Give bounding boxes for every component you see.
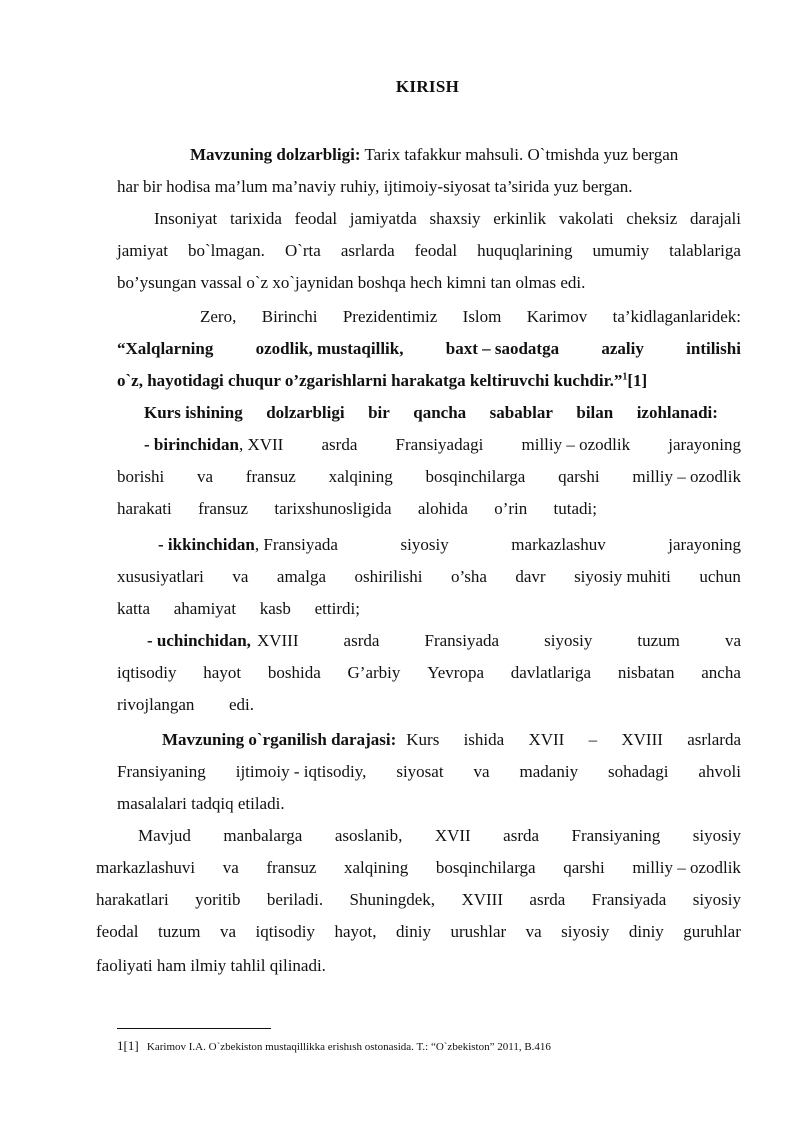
word: madaniy [519, 762, 579, 781]
word: borishi [117, 467, 165, 486]
word: XVIII [461, 890, 503, 909]
word: XVIII [256, 631, 299, 650]
p5-line-2 [117, 466, 741, 488]
word: kasb [259, 599, 291, 618]
p2-line-2 [117, 240, 741, 262]
word: Kurs ishining [144, 403, 243, 422]
p3-line-3 [117, 370, 647, 392]
word: XVII [528, 730, 565, 749]
word: baxt – saodatga [445, 339, 560, 358]
word: tutadi; [553, 499, 597, 518]
p3-line-2 [117, 338, 741, 360]
footnote-text: Karimov I.A. O`zbekiston mustaqillikka erishısh ostonasida. T.: “O`zbekiston” 2011, B.416 [146, 1041, 551, 1053]
word: va [525, 922, 542, 941]
word: jamiyat [117, 241, 168, 260]
word: qarshi [558, 467, 600, 486]
word: siyosat [396, 762, 444, 781]
word: darajali [689, 209, 741, 228]
p9-line-5: faoliyati ham ilmiy tahlil qilinadi. [96, 956, 326, 975]
p8-line-2 [117, 761, 741, 783]
word: guruhlar [683, 922, 741, 941]
word: tarixshunosligida [274, 499, 392, 518]
word: va [473, 762, 490, 781]
p6-line-1 [158, 534, 741, 556]
word: dolzarbligi [266, 403, 345, 422]
word: Fransiyada [591, 890, 667, 909]
p1-line-1 [190, 144, 678, 166]
p8-lead: Mavzuning o`rganilish darajasi: [162, 730, 397, 749]
word: asrlarda [340, 241, 395, 260]
word: Insoniyat [154, 209, 218, 228]
word: yoritib [195, 890, 241, 909]
word: markazlashuv [511, 535, 606, 554]
p8-line-3: masalalari tadqiq etiladi. [117, 794, 285, 813]
word: XVII [434, 826, 471, 845]
word: Birinchi [261, 307, 318, 326]
word: ahamiyat [173, 599, 237, 618]
word: davlatlariga [510, 663, 592, 682]
word: G’arbiy [347, 663, 401, 682]
word: Islom [462, 307, 502, 326]
word: urushlar [450, 922, 507, 941]
word: davr [515, 567, 546, 586]
word: jarayoning [668, 435, 741, 454]
p8-line-1 [162, 729, 741, 751]
word: Fransiyaning [571, 826, 661, 845]
word: fransuz [266, 858, 317, 877]
word: erkinlik [493, 209, 547, 228]
word: Kurs [406, 730, 440, 749]
word: huquqlarining [477, 241, 573, 260]
word: fransuz [245, 467, 296, 486]
word: tarixida [229, 209, 282, 228]
word: Shuningdek, [349, 890, 435, 909]
p3-line-1 [200, 306, 741, 328]
word: siyosiy [692, 826, 741, 845]
word: azaliy [601, 339, 644, 358]
p7-line-3 [117, 694, 254, 716]
p6-line-1-rest [255, 534, 741, 556]
word: asrda [503, 826, 540, 845]
word: alohida [417, 499, 468, 518]
word: xalqining [344, 858, 409, 877]
word: jarayoning [668, 535, 741, 554]
word: ishida [463, 730, 505, 749]
word: rivojlangan [117, 695, 195, 714]
p6-line-3 [117, 598, 360, 620]
word: “Xalqlarning [117, 339, 214, 358]
footnote-mark: 1 [622, 371, 628, 383]
word: Karimov [526, 307, 588, 326]
p7-line-1 [147, 630, 741, 652]
word: ahvoli [698, 762, 741, 781]
word: Yevropa [427, 663, 485, 682]
word: talablariga [669, 241, 741, 260]
word: milliy – ozodlik [521, 435, 631, 454]
word: uchun [699, 567, 741, 586]
word: XVIII [621, 730, 663, 749]
word: asrlarda [687, 730, 741, 749]
word: Mavjud [138, 826, 191, 845]
word: markazlashuvi [96, 858, 196, 877]
word: harakatlari [96, 890, 169, 909]
word: umumiy [592, 241, 650, 260]
p8-line-1-rest [406, 729, 741, 751]
p6-lead: - ikkinchidan [158, 535, 255, 554]
word: o’sha [450, 567, 487, 586]
word: beriladi. [266, 890, 324, 909]
word: amalga [276, 567, 326, 586]
p6-line-2 [117, 566, 741, 588]
word: asrda [343, 631, 380, 650]
word: asrda [529, 890, 566, 909]
word: va [724, 631, 741, 650]
word: harakati [117, 499, 172, 518]
p5-lead: - birinchidan [144, 435, 239, 454]
word: ta’kidlaganlaridek: [612, 307, 741, 326]
word: hayot [203, 663, 242, 682]
word: qarshi [563, 858, 605, 877]
word: ijtimoiy - iqtisodiy, [235, 762, 367, 781]
word: ozodlik, mustaqillik, [255, 339, 404, 358]
word: bosqinchilarga [435, 858, 536, 877]
word: shaxsiy [429, 209, 481, 228]
footnote-number: 1[1] [117, 1038, 139, 1053]
word: va [219, 922, 236, 941]
word: , Fransiyada [254, 535, 338, 554]
word: ancha [701, 663, 741, 682]
word: siyosiy muhiti [574, 567, 671, 586]
word: siyosiy [544, 631, 593, 650]
word: oshirilishi [354, 567, 423, 586]
word: boshida [267, 663, 321, 682]
word: , XVII [238, 435, 284, 454]
word: Fransiyada [424, 631, 500, 650]
word: sohadagi [608, 762, 669, 781]
reference-marker: [1] [627, 371, 648, 390]
p9-line-4 [96, 921, 741, 943]
page-title: KIRISH [395, 77, 460, 96]
word: hayot, [334, 922, 377, 941]
word: feodal [414, 241, 458, 260]
p1-line-2: har bir hodisa ma’lum ma’naviy ruhiy, ijtimoiy-siyosat ta’sirida yuz bergan. [117, 177, 633, 196]
word: xususiyatlari [117, 567, 204, 586]
p7-line-1-rest [257, 630, 741, 652]
word: o’rin [494, 499, 528, 518]
p2-line-1 [154, 208, 741, 230]
word: siyosiy [692, 890, 741, 909]
word: diniy [628, 922, 664, 941]
word: va [222, 858, 239, 877]
word: xalqining [328, 467, 393, 486]
word: manbalarga [223, 826, 303, 845]
word: cheksiz [626, 209, 678, 228]
word: Fransiyaning [117, 762, 206, 781]
word: O`rta [284, 241, 321, 260]
p5-line-3 [117, 498, 597, 520]
p7-line-2 [117, 662, 741, 684]
p9-line-3 [96, 889, 741, 911]
word: tuzum [157, 922, 201, 941]
quote-end: o`z, hayotidagi chuqur o’zgarishlarni harakatga keltiruvchi kuchdir.” [117, 371, 623, 390]
word: bir [368, 403, 390, 422]
word: Fransiyadagi [395, 435, 484, 454]
p5-line-1-rest [239, 434, 741, 456]
p5-line-1 [144, 434, 741, 456]
p1-text-1: Tarix tafakkur mahsuli. O`tmishda yuz bergan [364, 145, 679, 164]
word: vakolati [558, 209, 614, 228]
word: va [232, 567, 249, 586]
word: bilan [576, 403, 614, 422]
word: asoslanib, [334, 826, 403, 845]
word: Zero, [200, 307, 237, 326]
word: diniy [396, 922, 431, 941]
word: feodal [294, 209, 338, 228]
word: sabablar [489, 403, 553, 422]
word: asrda [321, 435, 358, 454]
word: iqtisodiy [117, 663, 177, 682]
word: siyosiy [561, 922, 610, 941]
p7-lead: - uchinchidan, [147, 631, 251, 650]
word: jamiyatda [349, 209, 417, 228]
word: feodal [96, 922, 139, 941]
p9-line-2 [96, 857, 741, 879]
p1-lead: Mavzuning dolzarbligi: [190, 145, 361, 164]
word: qancha [413, 403, 467, 422]
footnote [117, 1038, 551, 1054]
word: milliy – ozodlik [632, 858, 741, 877]
word: tuzum [637, 631, 680, 650]
p4-line-1 [144, 402, 718, 424]
word: fransuz [198, 499, 249, 518]
word: nisbatan [617, 663, 675, 682]
word: intilishi [686, 339, 741, 358]
word: siyosiy [400, 535, 449, 554]
word: milliy – ozodlik [632, 467, 741, 486]
p2-line-3: bo’ysungan vassal o`z xo`jaynidan boshqa hech kimni tan olmas edi. [117, 273, 586, 292]
word: edi. [228, 695, 254, 714]
footnote-separator [117, 1028, 271, 1029]
p9-line-1 [138, 825, 741, 847]
word: bosqinchilarga [425, 467, 526, 486]
word: bo`lmagan. [187, 241, 265, 260]
word: va [196, 467, 214, 486]
word: izohlanadi: [636, 403, 718, 422]
word: ettirdi; [314, 599, 360, 618]
word: katta [117, 599, 151, 618]
word: – [588, 730, 598, 749]
word: Prezidentimiz [342, 307, 438, 326]
word: iqtisodiy [255, 922, 315, 941]
